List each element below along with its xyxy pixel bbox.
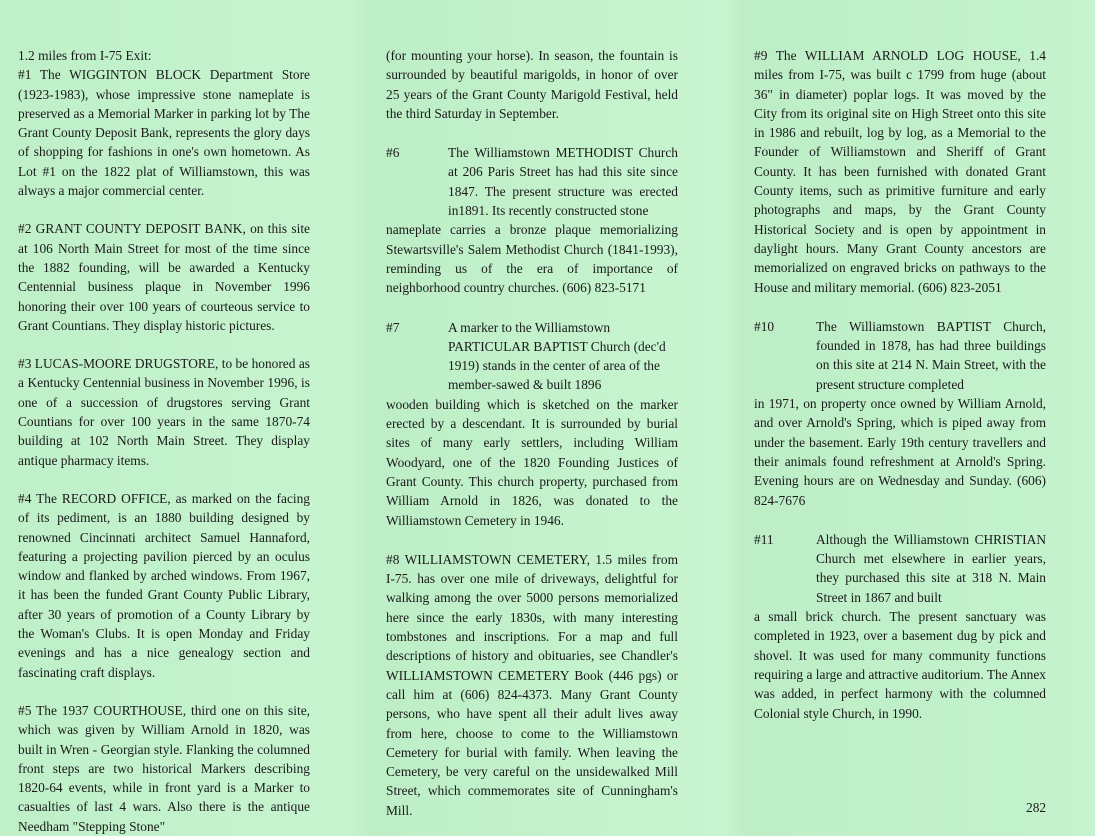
entry-2: #2 GRANT COUNTY DEPOSIT BANK, on this site at 106 North Main Street for most of the time since the 1882 founding, will be awarded a Kentucky Centennial business plaque in November 1996 honoring their over 100 years of courteous service to Grant Countians. They display historic pictures. xyxy=(18,221,310,333)
column-middle xyxy=(386,46,678,820)
entry-number: #11 xyxy=(754,531,774,547)
entry-text: The Williamstown BAPTIST Church, founded in 1878, has had three buildings on this site at 214 N. Main Street, with the present structure completed xyxy=(816,318,1046,392)
entry-3: #3 LUCAS-MOORE DRUGSTORE, to be honored as a Kentucky Centennial business in November 1996, is one of a succession of drugstores serving Grant Countians for over 100 years in the same 1870-74 building at 102 North Main Street. They display antique pharmacy items. xyxy=(18,356,310,468)
entry-number: #7 xyxy=(386,319,400,335)
entry-6-rest: nameplate carries a bronze plaque memorializing Stewartsville's Salem Methodist Church (1841-1993), reminding us of the era of importance of neighborhood country churches. (606) 823-5171 xyxy=(386,222,678,296)
entry-number: #10 xyxy=(754,318,775,334)
entry-number: #6 xyxy=(386,145,400,161)
entry-10-rest: in 1971, on property once owned by William Arnold, and over Arnold's Spring, which is piped away from under the basement. Early 19th century travellers and their animals found refreshment at Arnold's Spring. Evening hours are on Wednesday and Sunday. (606) 824-7676 xyxy=(754,396,1046,508)
entry-4: #4 The RECORD OFFICE, as marked on the facing of its pediment, is an 1880 building designed by renowned Cincinnati architect Samuel Hannaford, featuring a projecting pavilion pierced by an oculus window and flanked by arched windows. From 1967, it has been the funded Grant County Public Library, after 30 years of promotion of a County Library by the Woman's Clubs. It is open Monday and Friday evenings and has a nice genealogy section and fascinating craft displays. xyxy=(18,490,310,680)
entry-5-continued: (for mounting your horse). In season, the fountain is surrounded by beautiful marigolds, in honor of over 25 years of the Grant County Marigold Festival, held the third Saturday in September. xyxy=(386,48,678,121)
entry-1: #1 The WIGGINTON BLOCK Department Store (1923-1983), whose impressive stone nameplate is preserved as a Memorial Marker in parking lot by The Grant County Deposit Bank, represents the glory days of shopping for fashions in one's own hometown. As Lot #1 on the 1822 plat of Williamstown, this was always a major commercial center. xyxy=(18,67,310,199)
entry-text: The Williamstown METHODIST Church at 206 Paris Street has had this site since 1847. The present structure was erected in1891. Its recently constructed stone xyxy=(448,145,678,219)
entry-9: #9 The WILLIAM ARNOLD LOG HOUSE, 1.4 miles from I-75, was built c 1799 from huge (about 36" in diameter) poplar logs. It was moved by the City from its original site on High Street onto this site in 1986 and rebuilt, log by log, as a Memorial to the Founder of Williamstown and Sheriff of Grant County. It has been furnished with donated Grant County items, such as primitive furniture and early photographs and maps, by the Grant County Historical Society and is open by appointment in daylight hours. Many Grant County ancestors are memorialized on engraved bricks on pathways to the House and military memorial. (606) 823-2051 xyxy=(754,48,1046,295)
entry-7 xyxy=(386,318,678,395)
column-left xyxy=(18,46,310,836)
entry-5: #5 The 1937 COURTHOUSE, third one on this site, which was given by William Arnold in 1820, was built in Wren - Georgian style. Flanking the columned front steps are two historical Markers describing 1820-64 events, while in front yard is a Marker to casualties of last 4 wars. Also there is the antique Needham "Stepping Stone" xyxy=(18,702,310,834)
entry-8: #8 WILLIAMSTOWN CEMETERY, 1.5 miles from I-75. has over one mile of driveways, delightful for walking among the over 5000 persons memorialized here since the early 1830s, with many interesting tombstones and inscriptions. For a map and full descriptions of history and obituaries, see Chandler's WILLIAMSTOWN CEMETERY Book (446 pgs) or call him at (606) 824-4373. Many Grant County persons, who have spent all their adult lives away from here, choose to come to the Williamstown Cemetery for burial with family. When leaving the Cemetery, be very careful on the unsidewalked Mill Street, which commemorates site of Cunningham's Mill. xyxy=(386,551,678,818)
entry-10 xyxy=(754,317,1046,394)
entry-text: Although the Williamstown CHRISTIAN Church met elsewhere in earlier years, they purchased this site at 318 N. Main Street in 1867 and built xyxy=(816,531,1046,605)
entry-6 xyxy=(386,143,678,220)
entry-7-rest: wooden building which is sketched on the marker erected by a descendant. It is surrounded by burial sites of many early settlers, including William Woodyard, one of the 1820 Founding Justices of Grant County. This church property, purchased from William Arnold in 1826, was donated to the Williamstown Cemetery in 1946. xyxy=(386,396,678,528)
column-right xyxy=(754,46,1046,723)
entry-text: A marker to the Williamstown PARTICULAR BAPTIST Church (dec'd 1919) stands in the center of area of the member-sawed & built 1896 xyxy=(448,319,666,393)
entry-11 xyxy=(754,530,1046,607)
page-number: 282 xyxy=(1026,800,1047,815)
location-header: 1.2 miles from I-75 Exit: xyxy=(18,48,152,63)
entry-11-rest: a small brick church. The present sanctuary was completed in 1923, over a basement dug by pick and shovel. It was used for many community functions requiring a large and attractive auditorium. The Annex was added, in perfect harmony with the columned Colonial style Church, in 1990. xyxy=(754,609,1046,721)
